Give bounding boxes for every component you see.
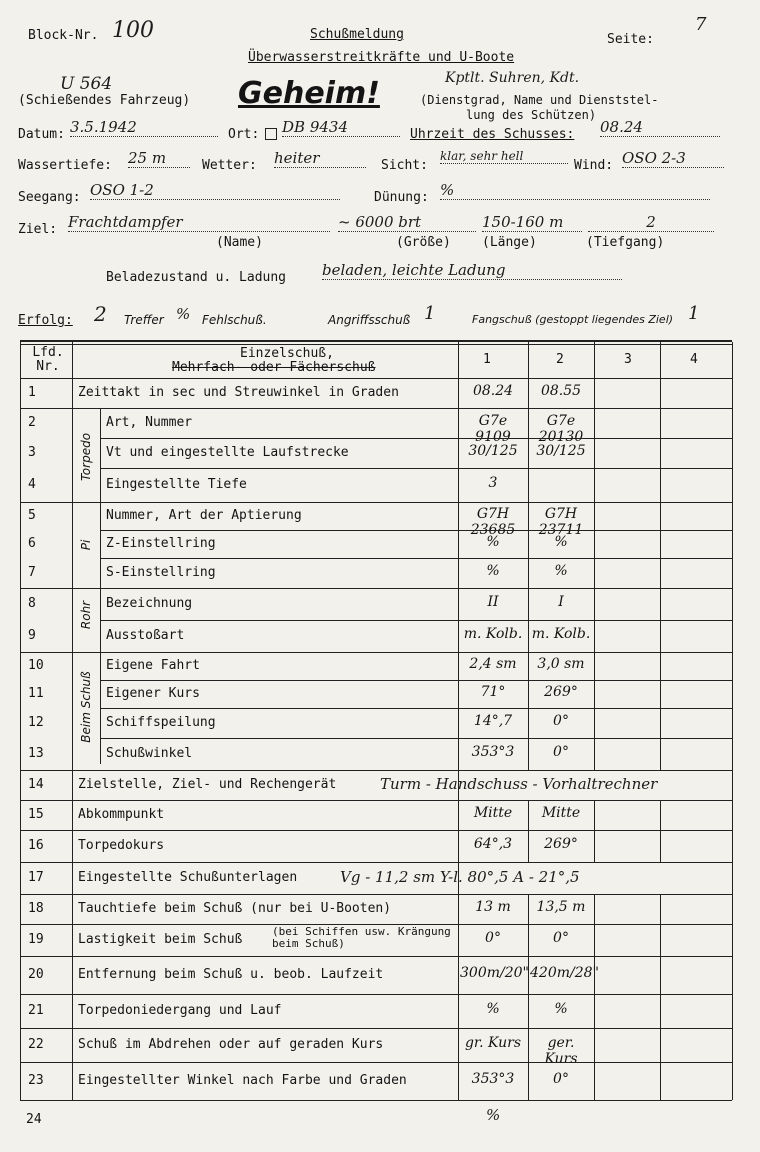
col-header-2: 2	[556, 352, 564, 367]
col-divider-1	[458, 342, 459, 1100]
ziel-label: Ziel:	[18, 222, 58, 237]
row-label: Schuß im Abdrehen oder auf geraden Kurs	[78, 1037, 384, 1052]
page-label: Seite:	[607, 32, 654, 47]
value-col-2: m. Kolb.	[531, 626, 591, 642]
row-number: 16	[28, 838, 44, 853]
ziel-laenge: 150-160 m	[482, 213, 582, 232]
erfolg-label: Erfolg:	[18, 313, 73, 328]
block-label: Block-Nr.	[28, 28, 99, 43]
table-right-rule	[732, 342, 733, 1100]
value-col-1: gr. Kurs	[464, 1035, 522, 1051]
wassertiefe-value: 25 m	[128, 149, 190, 168]
row-number: 10	[28, 658, 44, 673]
row-label: Tauchtiefe beim Schuß (nur bei U-Booten)	[78, 901, 392, 916]
wetter-label: Wetter:	[202, 158, 257, 173]
table-bottom-rule	[20, 1100, 732, 1101]
shooter-name: Kptlt. Suhren, Kdt.	[445, 70, 580, 86]
wetter-value: heiter	[274, 149, 366, 168]
group-rohr: Rohr	[79, 600, 93, 630]
row-rule	[20, 800, 732, 801]
row-rule	[20, 502, 732, 503]
block-number: 100	[112, 18, 154, 43]
angriffsschuss-label: Angriffsschuß	[328, 313, 411, 327]
col-divider-2	[528, 342, 529, 1100]
value-col-2: 3,0 sm	[537, 656, 585, 672]
row-label: Ausstoßart	[106, 628, 185, 643]
row-label: Bezeichnung	[106, 596, 193, 611]
row-number: 23	[28, 1073, 44, 1088]
row-number: 19	[28, 932, 44, 947]
row-number: 11	[28, 686, 44, 701]
value-col-1: 13 m	[475, 899, 511, 915]
row-rule	[100, 708, 732, 709]
row-rule	[100, 438, 732, 439]
ziel-groesse: ~ 6000 brt	[338, 213, 476, 232]
row-rule	[20, 830, 732, 831]
row-label: Z-Einstellring	[106, 536, 216, 551]
value-col-2: 420m/28"	[530, 965, 599, 981]
value-col-1: %	[486, 1001, 500, 1017]
row-note: (bei Schiffen usw. Krängung beim Schuß)	[272, 925, 451, 950]
angriffsschuss-count: 1	[424, 303, 436, 324]
value-col-1: II	[487, 594, 499, 610]
row-label: Zielstelle, Ziel- und Rechengerät	[78, 777, 337, 792]
value-col-1: %	[486, 563, 500, 579]
row-rule	[100, 530, 732, 531]
row-label: Entfernung beim Schuß u. beob. Laufzeit	[78, 967, 384, 982]
row-rule	[100, 558, 732, 559]
caption-groesse: (Größe)	[396, 235, 451, 250]
row-label: Nummer, Art der Aptierung	[106, 508, 302, 523]
sicht-value: klar, sehr hell	[440, 149, 568, 164]
caption-tiefgang: (Tiefgang)	[586, 235, 665, 250]
row-rule	[20, 1062, 732, 1063]
group-beim-schuss: Beim Schuß	[79, 671, 93, 743]
row-span-value: Turm - Handschuss - Vorhaltrechner	[380, 775, 658, 793]
ziel-name: Frachtdampfer	[68, 213, 330, 232]
value-col-2: 269°	[544, 836, 578, 852]
value-col-1: G7H 23685	[470, 506, 516, 538]
row-number: 21	[28, 1003, 44, 1018]
value-col-1: 300m/20"	[460, 965, 529, 981]
row-label: Eingestellte Tiefe	[106, 477, 247, 492]
seegang-value: OSO 1-2	[90, 181, 340, 200]
table-top-rule-2	[20, 344, 732, 345]
datum-label: Datum:	[18, 127, 65, 142]
value-col-2: 13,5 m	[536, 899, 586, 915]
value-col-2: %	[554, 534, 568, 550]
value-col-2: %	[554, 563, 568, 579]
treffer-count: 2	[94, 302, 107, 326]
form-title: Schußmeldung	[310, 27, 404, 42]
seegang-label: Seegang:	[18, 190, 81, 205]
row-label: Lastigkeit beim Schuß	[78, 932, 243, 947]
duenung-label: Dünung:	[374, 190, 429, 205]
row-label: S-Einstellring	[106, 565, 216, 580]
row-number: 13	[28, 746, 44, 761]
value-col-1: 0°	[485, 930, 501, 946]
value-col-1: 71°	[480, 684, 506, 700]
treffer-label: Treffer	[124, 313, 164, 327]
row-rule	[100, 468, 732, 469]
ort-value: DB 9434	[282, 118, 400, 137]
datum-value: 3.5.1942	[70, 118, 218, 137]
sicht-label: Sicht:	[381, 158, 428, 173]
page-number: 7	[695, 14, 707, 35]
row-number: 7	[28, 565, 36, 580]
row-label: Art, Nummer	[106, 415, 193, 430]
value-col-1: %	[486, 534, 500, 550]
row-rule	[100, 680, 732, 681]
value-col-1: 30/125	[468, 443, 518, 459]
col-divider-3	[594, 342, 595, 1100]
value-col-1: 14°,7	[473, 713, 513, 729]
row-label: Torpedokurs	[78, 838, 165, 853]
row-rule	[20, 588, 732, 589]
value-col-2: %	[554, 1001, 568, 1017]
value-col-2: 30/125	[536, 443, 586, 459]
row-24-number: 24	[26, 1112, 42, 1127]
value-col-1: G7e 9109	[475, 413, 511, 445]
value-col-2: ger. Kurs	[544, 1035, 578, 1067]
value-col-2: I	[558, 594, 564, 610]
row-label: Schußwinkel	[106, 746, 193, 761]
value-col-1: 353°3	[471, 744, 515, 760]
wind-value: OSO 2-3	[622, 149, 724, 168]
row-number: 8	[28, 596, 36, 611]
value-col-2: G7H 23711	[538, 506, 584, 538]
caption-name: (Name)	[216, 235, 263, 250]
row-rule	[20, 408, 732, 409]
row-label: Torpedoniedergang und Lauf	[78, 1003, 282, 1018]
shooter-caption-2: lung des Schützen)	[466, 108, 597, 122]
value-col-1: 08.24	[472, 383, 514, 399]
row-number: 12	[28, 715, 44, 730]
row-number: 9	[28, 628, 36, 643]
value-col-1: 64°,3	[473, 836, 513, 852]
row-rule	[20, 994, 732, 995]
value-col-1: 3	[488, 475, 498, 491]
form-subtitle: Überwasserstreitkräfte und U-Boote	[248, 50, 515, 65]
row-label: Vt und eingestellte Laufstrecke	[106, 445, 349, 460]
col-divider-lfd	[72, 342, 73, 1100]
col-header-3: 3	[624, 352, 632, 367]
row-number: 3	[28, 445, 36, 460]
duenung-value: %	[440, 181, 710, 200]
row-number: 15	[28, 807, 44, 822]
uhrzeit-value: 08.24	[600, 118, 720, 137]
wind-label: Wind:	[574, 158, 614, 173]
row-number: 1	[28, 385, 36, 400]
row-number: 14	[28, 777, 44, 792]
group-divider	[100, 408, 101, 764]
row-rule	[100, 620, 732, 621]
col-divider-4	[660, 342, 661, 1100]
row-rule	[20, 1028, 732, 1029]
row-number: 2	[28, 415, 36, 430]
ort-label: Ort:	[228, 127, 260, 142]
col-header-title: Einzelschuß,	[240, 346, 334, 361]
value-col-2: 269°	[544, 684, 578, 700]
col-header-1: 1	[483, 352, 491, 367]
vessel-caption: (Schießendes Fahrzeug)	[18, 93, 191, 108]
row-number: 20	[28, 967, 44, 982]
row-label: Eigener Kurs	[106, 686, 200, 701]
value-col-2: G7e 20130	[538, 413, 584, 445]
row-rule	[20, 894, 732, 895]
shooter-caption-1: (Dienstgrad, Name und Dienststel-	[420, 93, 659, 107]
value-col-2: 0°	[553, 930, 569, 946]
value-col-2: 0°	[553, 1071, 569, 1087]
fangschuss-count: 1	[688, 303, 700, 324]
value-col-1: Mitte	[473, 805, 513, 821]
row-number: 22	[28, 1037, 44, 1052]
row-label: Zeittakt in sec und Streuwinkel in Graden	[78, 385, 399, 400]
fehlschuss-count: %	[176, 305, 191, 323]
row-label: Abkommpunkt	[78, 807, 165, 822]
row-rule	[20, 956, 732, 957]
col-header-title-struck: Mehrfach- oder Fächerschuß	[172, 360, 376, 375]
row-number: 6	[28, 536, 36, 551]
row-24-value: %	[486, 1106, 501, 1124]
caption-laenge: (Länge)	[482, 235, 537, 250]
row-number: 5	[28, 508, 36, 523]
value-col-2: 08.55	[540, 383, 582, 399]
beladung-label: Beladezustand u. Ladung	[106, 270, 287, 285]
row-label: Eingestellter Winkel nach Farbe und Graden	[78, 1073, 407, 1088]
value-col-1: 2,4 sm	[469, 656, 517, 672]
row-rule	[100, 738, 732, 739]
value-col-2: Mitte	[541, 805, 581, 821]
row-label: Schiffspeilung	[106, 715, 216, 730]
table-top-rule	[20, 340, 732, 342]
group-torpedo: Torpedo	[79, 432, 93, 482]
col-header-lfd: Lfd. Nr.	[32, 345, 64, 374]
col-header-4: 4	[690, 352, 698, 367]
ziel-tiefgang: 2	[588, 213, 714, 232]
value-col-2: 0°	[553, 744, 569, 760]
fehlschuss-label: Fehlschuß.	[202, 313, 267, 327]
checkbox-icon	[265, 128, 277, 140]
fangschuss-label: Fangschuß (gestoppt liegendes Ziel)	[472, 313, 674, 326]
uhrzeit-label: Uhrzeit des Schusses:	[410, 127, 575, 142]
row-label: Eigene Fahrt	[106, 658, 200, 673]
value-col-2: 0°	[553, 713, 569, 729]
value-col-1: m. Kolb.	[463, 626, 523, 642]
row-number: 17	[28, 870, 44, 885]
row-rule	[20, 378, 732, 379]
wassertiefe-label: Wassertiefe:	[18, 158, 112, 173]
row-span-value: Vg - 11,2 sm Y-l. 80°,5 A - 21°,5	[340, 868, 580, 886]
value-col-1: 353°3	[471, 1071, 515, 1087]
row-number: 4	[28, 477, 36, 492]
beladung-value: beladen, leichte Ladung	[322, 261, 622, 280]
table-left-rule	[20, 342, 21, 1100]
group-pi: Pi	[79, 539, 93, 551]
secret-stamp: Geheim!	[238, 76, 380, 111]
vessel-name: U 564	[60, 74, 113, 94]
row-label: Eingestellte Schußunterlagen	[78, 870, 298, 885]
row-rule	[20, 652, 732, 653]
row-number: 18	[28, 901, 44, 916]
